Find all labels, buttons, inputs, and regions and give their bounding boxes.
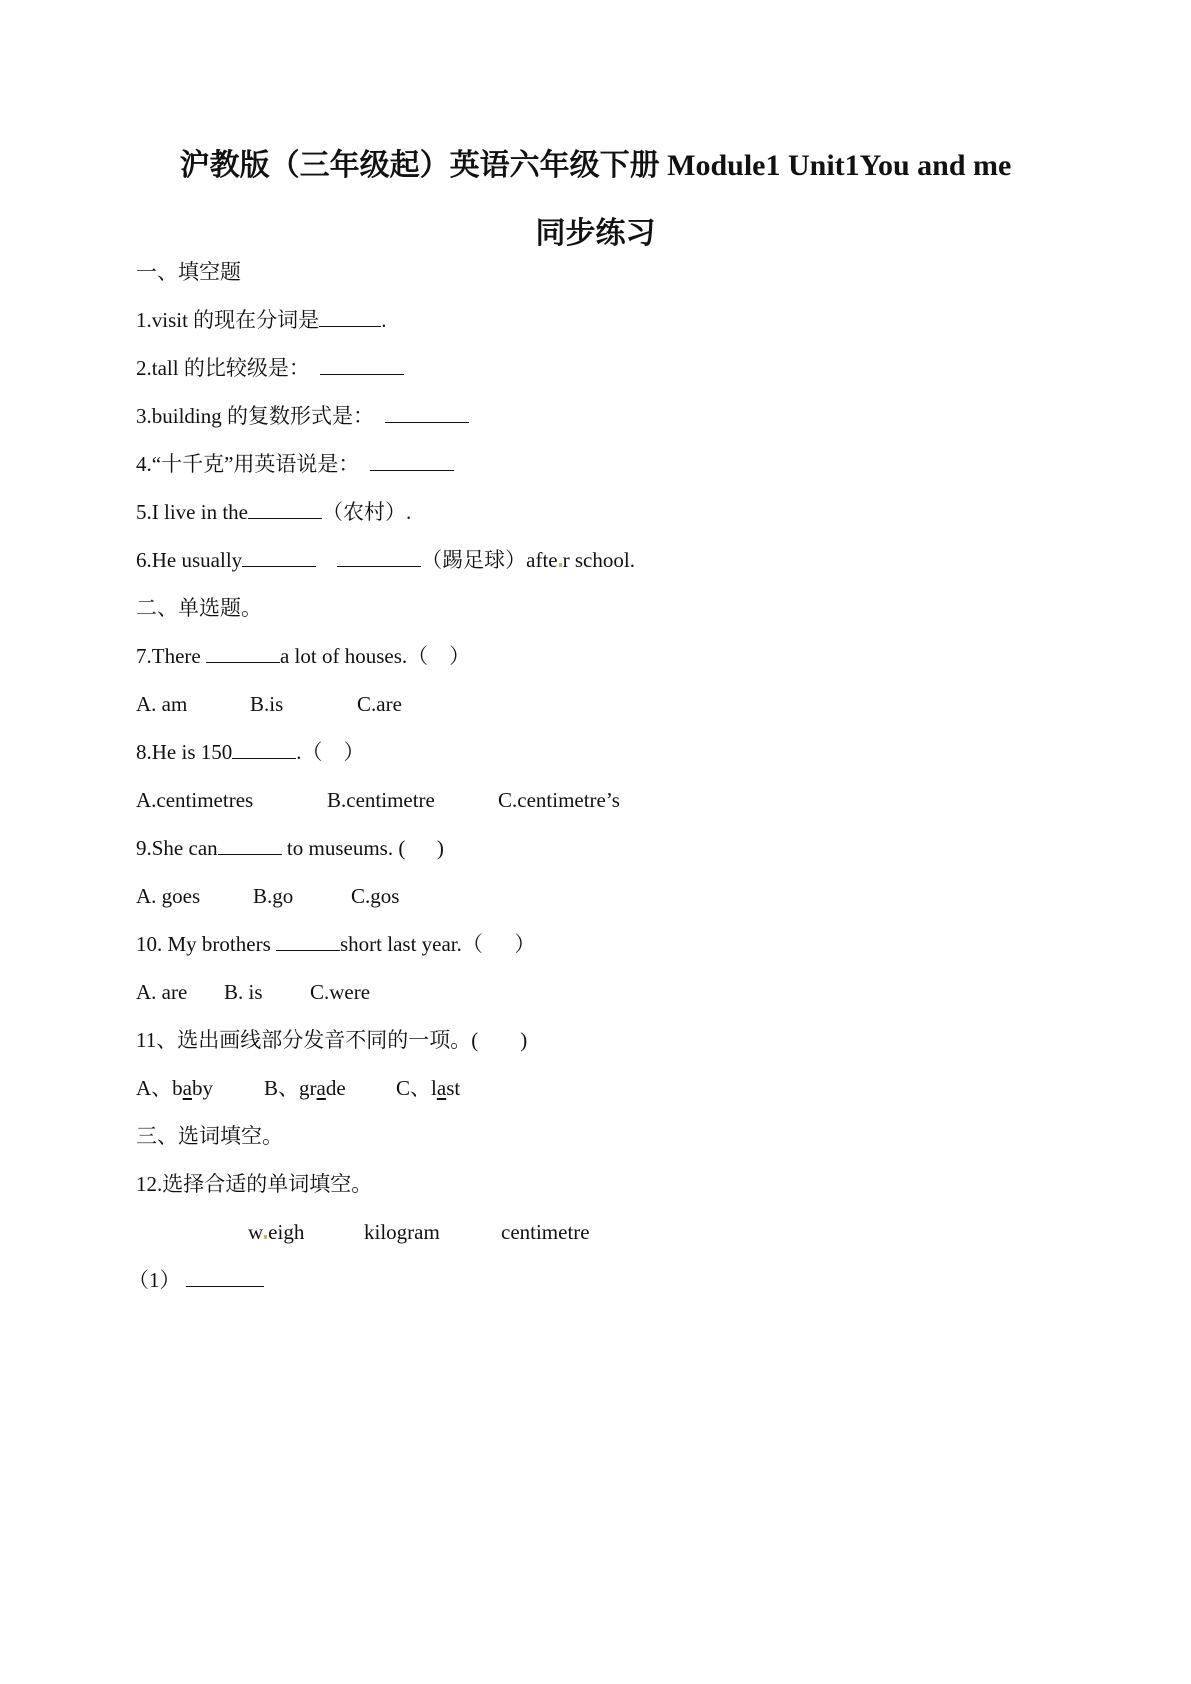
word-text: eigh [268,1220,305,1244]
question-text: （农村）. [321,500,412,524]
option-text: by [192,1076,213,1100]
option-text: de [325,1076,346,1100]
section-heading-single-choice: 二、单选题。 [136,596,262,620]
question-text: （踢足球）afte [421,548,558,572]
sub-question-label: （1） [128,1268,181,1292]
answer-blank[interactable] [276,930,340,951]
option-b[interactable] [264,1074,396,1102]
underlined-letter: a [182,1076,192,1100]
word-weigh [248,1218,364,1246]
option-a[interactable]: A.centimetres [136,788,254,812]
question-12-part-1 [128,1266,264,1294]
document-title: 沪教版（三年级起）英语六年级下册 Module1 Unit1You and me [179,149,1012,182]
question-8-options [136,786,620,814]
question-2 [136,354,404,382]
option-b[interactable]: B.is [250,692,284,716]
question-text: . [381,308,387,332]
question-text: 5.I live in the [136,500,248,524]
option-a[interactable]: A. am [136,692,188,716]
option-label: A、 [136,1076,173,1100]
question-text: 4.“十千克”用英语说是： [136,452,360,476]
question-7 [136,642,470,670]
question-11-options [136,1074,460,1102]
option-c[interactable]: C.are [357,692,402,716]
answer-blank[interactable] [232,738,296,759]
question-6 [136,546,635,574]
answer-blank[interactable] [385,402,469,423]
option-b[interactable]: B.centimetre [327,788,435,812]
option-b[interactable]: B.go [253,884,294,908]
question-text: 2.tall 的比较级是： [136,356,310,380]
question-7-options [136,690,402,718]
option-text: st [446,1076,461,1100]
option-text: gr [299,1076,317,1100]
question-text: 8.He is 150 [136,740,233,764]
question-text: to museums. ( ) [281,836,444,860]
underlined-letter: a [436,1076,447,1100]
option-a[interactable]: A. are [136,980,188,1004]
answer-blank[interactable] [218,834,282,855]
option-c[interactable]: C.were [310,980,371,1004]
question-9 [136,834,444,862]
question-text: 10. My brothers [136,932,276,956]
question-10 [136,930,535,958]
question-12: 12.选择合适的单词填空。 [136,1172,373,1196]
answer-blank[interactable] [186,1266,264,1287]
question-5 [136,498,411,526]
answer-blank[interactable] [320,354,404,375]
answer-blank[interactable] [206,642,280,663]
option-a[interactable]: A. goes [136,884,201,908]
option-text: b [172,1076,183,1100]
option-label: C、 [396,1076,432,1100]
stray-mark [264,1235,267,1239]
answer-blank[interactable] [319,306,381,327]
question-text: 7.There [136,644,206,668]
question-text: 6.He usually [136,548,243,572]
question-8 [136,738,365,766]
section-heading-fill-blank: 一、填空题 [136,260,241,284]
word-bank [248,1218,590,1246]
answer-blank[interactable] [242,546,316,567]
question-9-options [136,882,399,910]
document-subtitle: 同步练习 [535,217,656,250]
option-label: B、 [264,1076,300,1100]
word-centimetre: centimetre [501,1220,590,1244]
question-text: .（ ） [296,740,365,764]
question-text: a lot of houses.（ ） [279,644,471,668]
stray-mark [559,563,562,567]
question-1 [136,306,386,334]
question-10-options [136,978,370,1006]
question-text: r school. [562,548,635,572]
question-text: 3.building 的复数形式是： [136,404,375,428]
option-text: l [431,1076,437,1100]
word-text: w [248,1220,264,1244]
answer-blank[interactable] [370,450,454,471]
word-kilogram: kilogram [364,1220,440,1244]
question-text: 9.She can [136,836,218,860]
option-c[interactable] [396,1074,460,1102]
question-4 [136,450,454,478]
answer-blank[interactable] [248,498,322,519]
option-a[interactable] [136,1074,264,1102]
option-c[interactable]: C.centimetre’s [498,788,620,812]
answer-blank[interactable] [337,546,421,567]
question-11: 11、选出画线部分发音不同的一项。( ) [136,1028,528,1052]
question-3 [136,402,469,430]
underlined-letter: a [316,1076,326,1100]
section-heading-word-choice: 三、选词填空。 [136,1124,283,1148]
question-text: short last year.（ ） [340,932,536,956]
option-b[interactable]: B. is [224,980,263,1004]
option-c[interactable]: C.gos [351,884,400,908]
question-text: 1.visit 的现在分词是 [136,308,320,332]
